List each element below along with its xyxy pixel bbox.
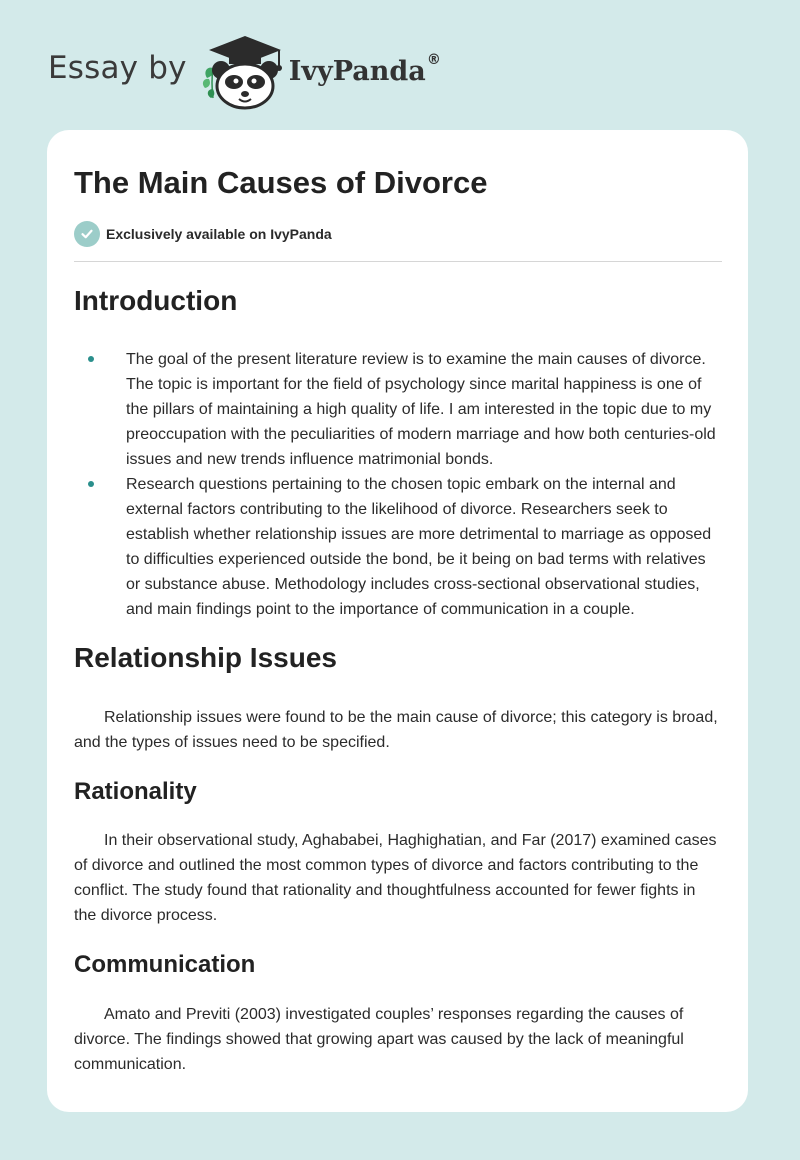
section-heading-rationality: Rationality <box>74 778 197 805</box>
brand-prefix: Essay by <box>48 50 187 86</box>
paragraph: In their observational study, Aghababei, Haghighatian, and Far (2017) examined cases of divorce and outlined the most common types of divorce and factors contributing to the conflict. The study found that rationality and thoughtfulness accounted for fewer fights in the divorce process. <box>74 832 717 924</box>
badge-text: Exclusively available on IvyPanda <box>106 226 332 242</box>
paragraph: Relationship issues were found to be the main cause of divorce; this category is broad, and the types of issues need to be specified. <box>74 709 718 751</box>
exclusive-badge <box>74 221 332 247</box>
brand-header[interactable] <box>48 34 441 110</box>
introduction-list <box>74 347 722 622</box>
list-item: Research questions pertaining to the chosen topic embark on the internal and external factors contributing to the likelihood of divorce. Researchers seek to establish whether relationship issues are more detrimental to marriage as opposed to difficulties experienced outside the bond, be it being on bad terms with relatives or substance abuse. Methodology includes cross-sectional observational studies, and main findings point to the importance of communication in a couple. <box>74 472 722 622</box>
panda-graduate-logo-icon <box>201 34 287 110</box>
brand-name <box>288 51 441 87</box>
paragraph: Amato and Previti (2003) investigated couples’ responses regarding the causes of divorce. The findings showed that growing apart was caused by the lack of meaningful communication. <box>74 1006 684 1073</box>
registered-mark: ® <box>426 51 441 68</box>
essay-card <box>47 130 748 1112</box>
check-circle-icon <box>74 221 100 247</box>
page-title: The Main Causes of Divorce <box>74 165 488 200</box>
title-divider <box>74 261 722 262</box>
section-heading-communication: Communication <box>74 951 256 978</box>
list-item: The goal of the present literature review is to examine the main causes of divorce. The topic is important for the field of psychology since marital happiness is one of the pillars of maintaining a high quality of life. I am interested in the topic due to my preoccupation with the peculiarities of modern marriage and how both centuries-old issues and new trends influence matrimonial bonds. <box>74 347 722 472</box>
brand-name-text: IvyPanda <box>288 55 426 87</box>
essay-content <box>74 280 722 1077</box>
section-heading-relationship-issues: Relationship Issues <box>74 642 337 673</box>
section-heading-introduction: Introduction <box>74 285 238 316</box>
